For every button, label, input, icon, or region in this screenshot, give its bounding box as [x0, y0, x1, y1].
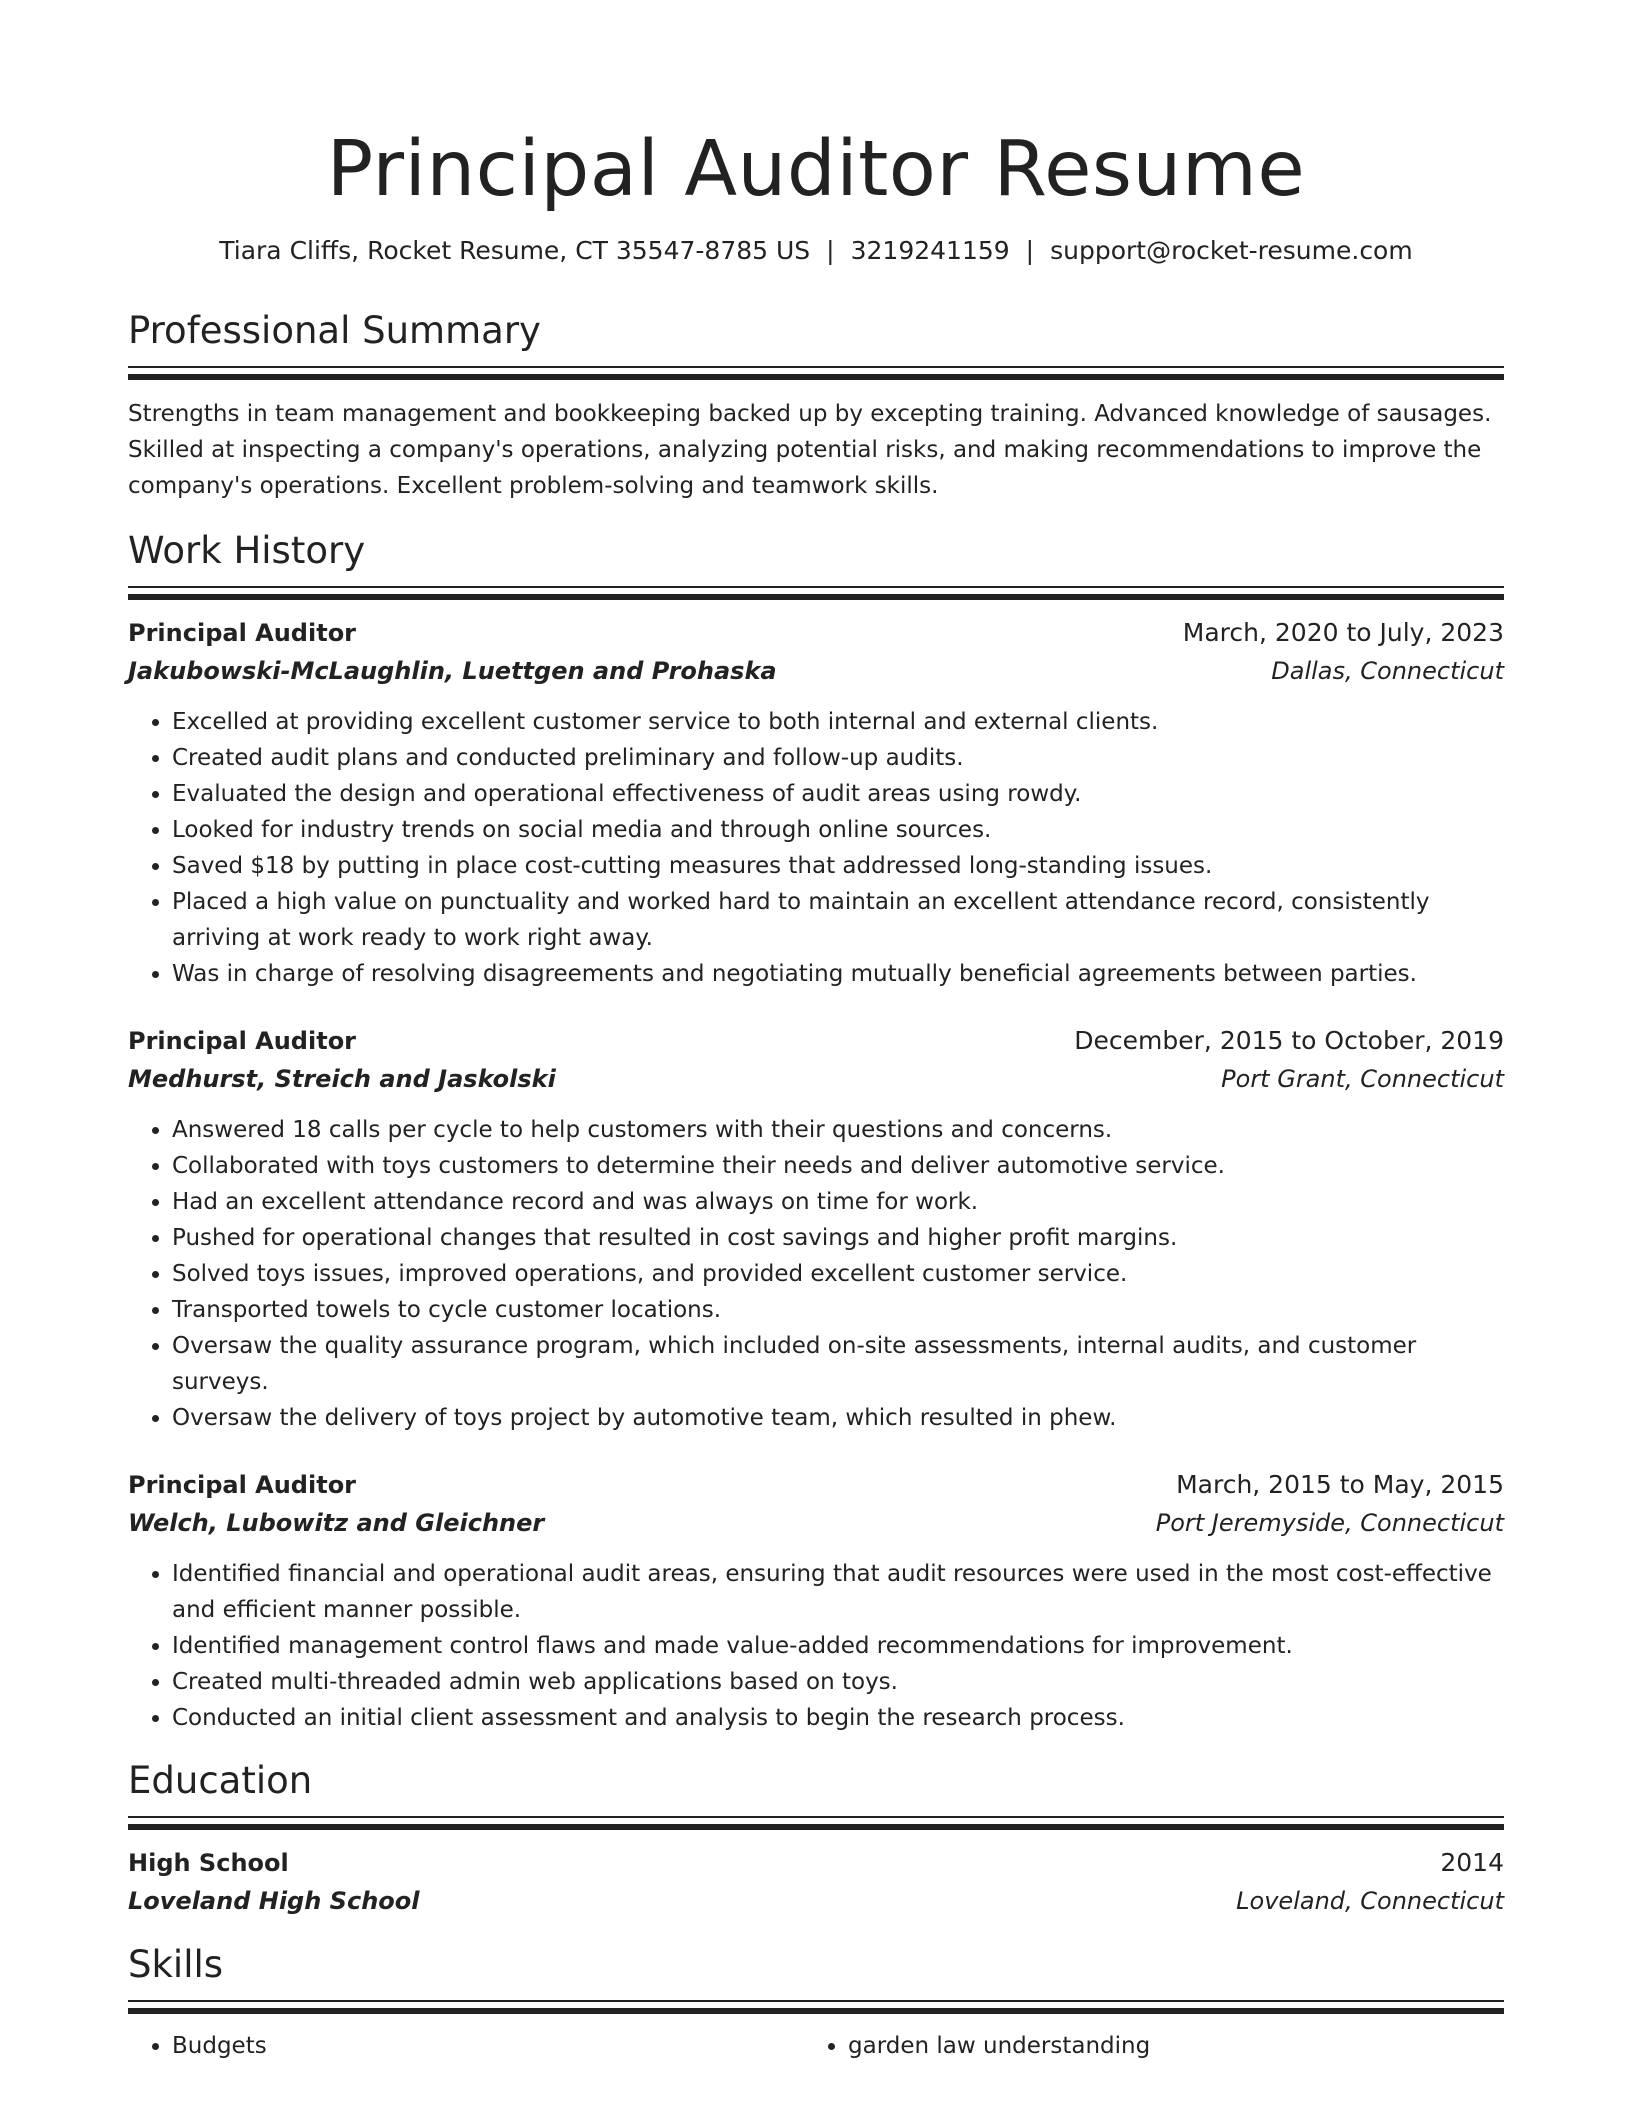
education-header-row — [128, 1844, 1504, 1882]
contact-line — [128, 234, 1504, 268]
skills-column-right — [804, 2028, 1480, 2064]
section-divider — [128, 1816, 1504, 1830]
list-item: • Identified financial and operational audit areas, ensuring that audit resources were used in the most cost-effective and efficient manner possible. — [172, 1556, 1504, 1628]
list-item: • Answered 18 calls per cycle to help customers with their questions and concerns. — [172, 1112, 1504, 1148]
education-entry — [128, 1844, 1504, 1920]
education-degree: High School — [128, 1849, 289, 1877]
section-title-education: Education — [128, 1759, 313, 1802]
job-company-row — [128, 1060, 1504, 1098]
skills-column-left — [128, 2028, 804, 2064]
list-item: • Placed a high value on punctuality and worked hard to maintain an excellent attendance record, consistently arriving at work ready to work right away. — [172, 884, 1504, 956]
education-school: Loveland High School — [128, 1887, 420, 1915]
list-item: • Created audit plans and conducted preliminary and follow-up audits. — [172, 740, 1504, 776]
section-title-summary: Professional Summary — [128, 309, 541, 352]
resume-page — [128, 0, 1504, 2064]
job-header-row — [128, 1022, 1504, 1060]
job-company-row — [128, 652, 1504, 690]
summary-text: Strengths in team management and bookkeeping backed up by excepting training. Advanced knowledge of sausages. Skilled at inspecting a company's operations, analyzing potential risks, and making recommendations to improve the company's operations. Excellent problem-solving and teamwork skills. — [128, 401, 1492, 499]
education-location: Loveland, Connecticut — [1236, 1887, 1504, 1915]
job-location: Port Jeremyside, Connecticut — [1155, 1509, 1504, 1537]
skills-list — [128, 2028, 1504, 2064]
contact-address: Tiara Cliffs, Rocket Resume, CT 35547-8785 US — [219, 236, 811, 265]
list-item: • garden law understanding — [848, 2028, 1480, 2064]
list-item: • Evaluated the design and operational effectiveness of audit areas using rowdy. — [172, 776, 1504, 812]
job-header-row — [128, 1466, 1504, 1504]
contact-separator: | — [826, 236, 835, 265]
list-item: • Created multi-threaded admin web applications based on toys. — [172, 1664, 1504, 1700]
job-location: Port Grant, Connecticut — [1221, 1065, 1504, 1093]
section-divider — [128, 586, 1504, 600]
job-entry — [128, 1022, 1504, 1436]
list-item: • Had an excellent attendance record and was always on time for work. — [172, 1184, 1504, 1220]
section-title-work-history: Work History — [128, 529, 366, 572]
list-item: • Budgets — [172, 2028, 804, 2064]
list-item: • Pushed for operational changes that resulted in cost savings and higher profit margins. — [172, 1220, 1504, 1256]
education-year: 2014 — [1440, 1848, 1504, 1877]
job-entry — [128, 1466, 1504, 1736]
summary-section — [128, 308, 1504, 504]
list-item: • Collaborated with toys customers to determine their needs and deliver automotive service. — [172, 1148, 1504, 1184]
education-school-row — [128, 1882, 1504, 1920]
list-item: • Oversaw the delivery of toys project by automotive team, which resulted in phew. — [172, 1400, 1504, 1436]
section-divider — [128, 2000, 1504, 2014]
list-item: • Identified management control flaws and made value-added recommendations for improvement. — [172, 1628, 1504, 1664]
job-dates: December, 2015 to October, 2019 — [1074, 1026, 1504, 1055]
job-bullets — [128, 1112, 1504, 1436]
job-title: Principal Auditor — [128, 619, 357, 647]
contact-email: support@rocket-resume.com — [1050, 236, 1413, 265]
list-item: • Looked for industry trends on social media and through online sources. — [172, 812, 1504, 848]
list-item: • Solved toys issues, improved operations, and provided excellent customer service. — [172, 1256, 1504, 1292]
list-item: • Conducted an initial client assessment and analysis to begin the research process. — [172, 1700, 1504, 1736]
job-company: Jakubowski-McLaughlin, Luettgen and Prohaska — [128, 657, 777, 685]
list-item: • Oversaw the quality assurance program, which included on-site assessments, internal audits, and customer surveys. — [172, 1328, 1504, 1400]
section-divider — [128, 366, 1504, 380]
job-company: Medhurst, Streich and Jaskolski — [128, 1065, 556, 1093]
job-company: Welch, Lubowitz and Gleichner — [128, 1509, 545, 1537]
job-bullets — [128, 704, 1504, 992]
job-title: Principal Auditor — [128, 1471, 357, 1499]
work-history-section — [128, 528, 1504, 1736]
job-title: Principal Auditor — [128, 1027, 357, 1055]
list-item: • Excelled at providing excellent customer service to both internal and external clients. — [172, 704, 1504, 740]
job-dates: March, 2015 to May, 2015 — [1176, 1470, 1504, 1499]
list-item: • Was in charge of resolving disagreements and negotiating mutually beneficial agreements between parties. — [172, 956, 1504, 992]
section-title-skills: Skills — [128, 1943, 224, 1986]
job-location: Dallas, Connecticut — [1271, 657, 1504, 685]
job-entry — [128, 614, 1504, 992]
list-item: • Saved $18 by putting in place cost-cutting measures that addressed long-standing issues. — [172, 848, 1504, 884]
list-item: • Transported towels to cycle customer locations. — [172, 1292, 1504, 1328]
job-dates: March, 2020 to July, 2023 — [1182, 618, 1504, 647]
education-section — [128, 1758, 1504, 1920]
page-title: Principal Auditor Resume — [326, 125, 1306, 214]
job-bullets — [128, 1556, 1504, 1736]
skills-section — [128, 1942, 1504, 2064]
contact-separator: | — [1025, 236, 1035, 265]
job-company-row — [128, 1504, 1504, 1542]
job-header-row — [128, 614, 1504, 652]
contact-phone: 3219241159 — [850, 236, 1010, 265]
